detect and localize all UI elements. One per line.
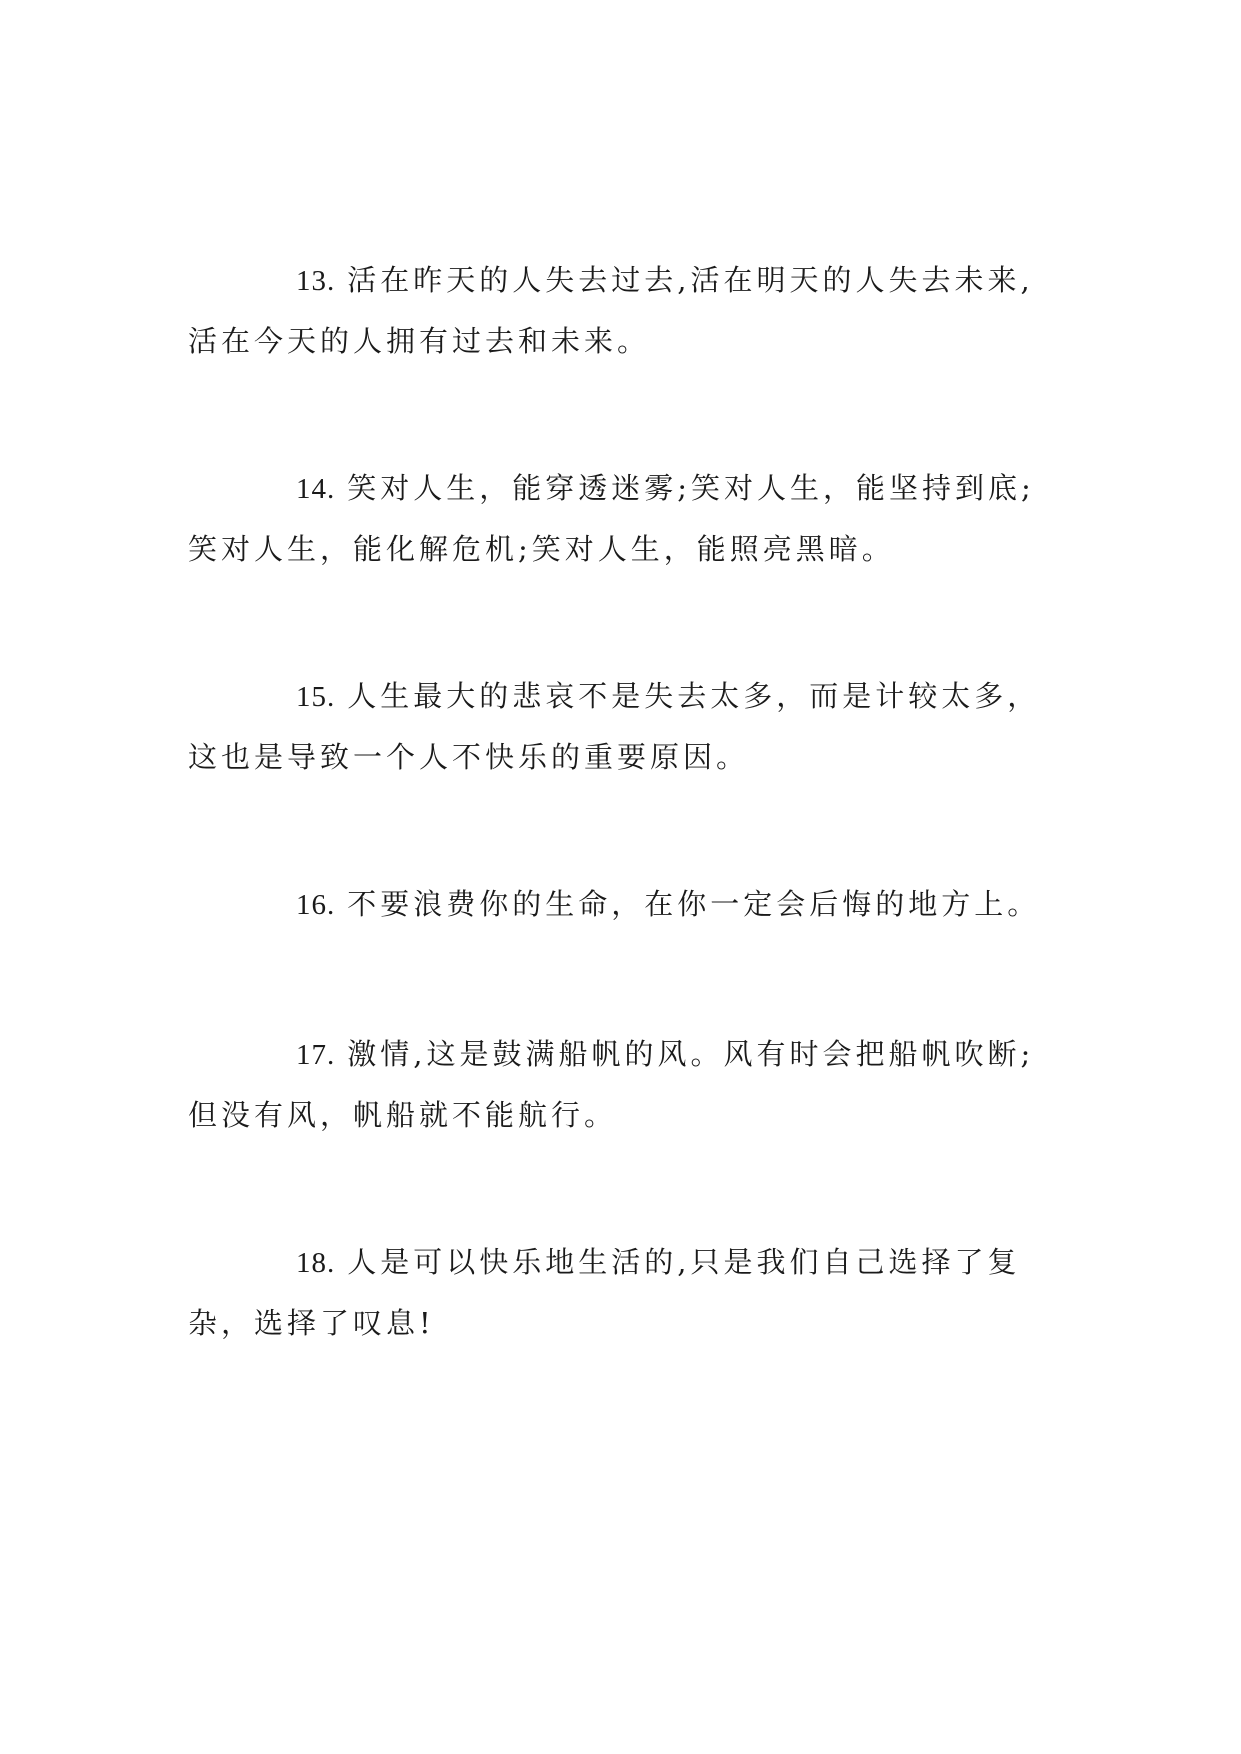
paragraph-text: 不要浪费你的生命，在你一定会后悔的地方上。	[347, 887, 1041, 921]
paragraph-number: 18.	[296, 1247, 336, 1279]
paragraph-text: 活在昨天的人失去过去,活在明天的人失去未来,	[347, 263, 1034, 297]
paragraph-first-line	[188, 874, 1068, 935]
paragraph-number: 16.	[296, 889, 336, 921]
paragraph-number: 17.	[296, 1039, 336, 1071]
paragraph-first-line	[188, 458, 1068, 519]
paragraph-first-line	[188, 666, 1068, 727]
paragraph-text: 人生最大的悲哀不是失去太多，而是计较太多，	[347, 679, 1041, 713]
quote-paragraph-16	[188, 874, 1068, 935]
paragraph-first-line	[188, 1232, 1068, 1293]
quote-paragraph-13	[188, 250, 1068, 371]
quote-paragraph-14	[188, 458, 1068, 579]
paragraph-number: 13.	[296, 265, 336, 297]
paragraph-first-line	[188, 1024, 1068, 1085]
quote-paragraph-17	[188, 1024, 1068, 1145]
paragraph-continuation-line: 笑对人生，能化解危机;笑对人生，能照亮黑暗。	[188, 532, 895, 566]
paragraph-continuation-line: 杂，选择了叹息!	[188, 1306, 435, 1340]
paragraph-number: 14.	[296, 473, 336, 505]
paragraph-continuation-line: 活在今天的人拥有过去和未来。	[188, 324, 651, 358]
paragraph-continuation-line: 这也是导致一个人不快乐的重要原因。	[188, 740, 750, 774]
paragraph-text: 人是可以快乐地生活的,只是我们自己选择了复	[347, 1245, 1021, 1279]
paragraph-number: 15.	[296, 681, 336, 713]
paragraph-text: 激情,这是鼓满船帆的风。风有时会把船帆吹断;	[347, 1037, 1035, 1071]
paragraph-text: 笑对人生，能穿透迷雾;笑对人生，能坚持到底;	[347, 471, 1035, 505]
paragraph-continuation-line: 但没有风，帆船就不能航行。	[188, 1098, 618, 1132]
quote-paragraph-15	[188, 666, 1068, 787]
paragraph-first-line	[188, 250, 1068, 311]
quote-paragraph-18	[188, 1232, 1068, 1353]
